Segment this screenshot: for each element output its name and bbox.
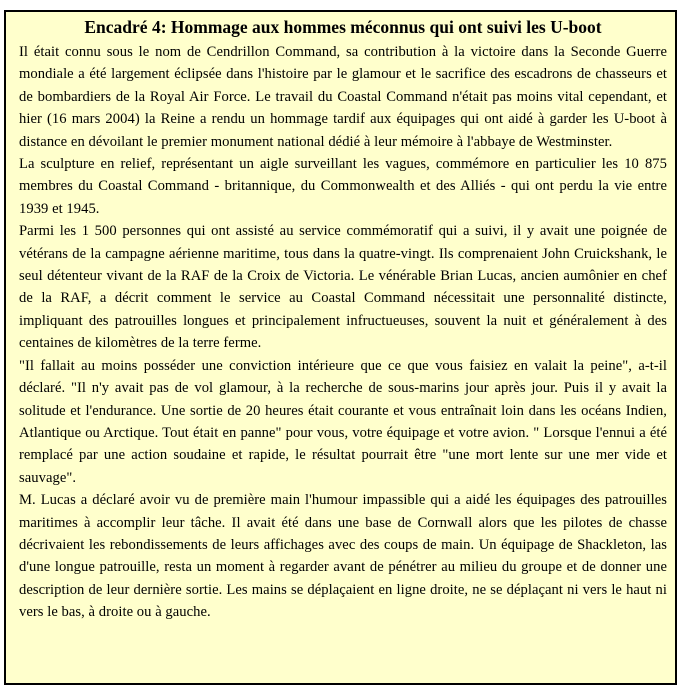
sidebar-box: [4, 10, 677, 685]
paragraph-2: La sculpture en relief, représentant un aigle surveillant les vagues, commémore en particulier les 10 875 membres du Coastal Command - britannique, du Commonwealth et des Alliés - qui ont perdu la vie entre 1939 et 1945.: [19, 156, 667, 217]
paragraph-1: Il était connu sous le nom de Cendrillon Command, sa contribution à la victoire dans la Seconde Guerre mondiale a été largement éclipsée dans l'histoire par le glamour et le sacrifice des escadrons de chasseurs et de bombardiers de la Royal Air Force. Le travail du Coastal Command n'était pas moins vital cependant, et hier (16 mars 2004) la Reine a rendu un hommage tardif aux équipages qui ont aidé à garder les U-boot à distance en dévoilant le premier monument national dédié à leur mémoire à l'abbaye de Westminster.: [19, 44, 667, 150]
paragraph-4: "Il fallait au moins posséder une conviction intérieure que ce que vous faisiez en valait la peine", a-t-il déclaré. "Il n'y avait pas de vol glamour, à la recherche de sous-marins jour après jour. Puis il y avait la solitude et l'endurance. Une sortie de 20 heures était courante et vous entraînait loin dans les océans Indien, Atlantique ou Arctique. Tout était en panne" pour vous, votre équipage et votre avion. " Lorsque l'ennui a été remplacé par une action soudaine et rapide, le résultat pourrait être "une mort lente sur une mer vide et sauvage".: [19, 357, 667, 486]
paragraph-5: M. Lucas a déclaré avoir vu de première main l'humour impassible qui a aidé les équipages des patrouilles maritimes à accomplir leur tâche. Il avait été dans une base de Cornwall alors que les pilotes de chasse décrivaient les rebondissements de leurs affichages avec des coups de main. Un équipage de Shackleton, las d'une longue patrouille, resta un moment à regarder avant de pénétrer au milieu du groupe et de donner une description de leur dernière sortie. Les mains se déplaçaient en ligne droite, ne se déplaçant ni vers le haut ni vers le bas, à droite ou à gauche.: [19, 492, 667, 621]
paragraph-3: Parmi les 1 500 personnes qui ont assisté au service commémoratif qui a suivi, il y avait une poignée de vétérans de la campagne aérienne maritime, tous dans la quatre-vingt. Ils comprenaient John Cruickshank, le seul détenteur vivant de la RAF de la Croix de Victoria. Le vénérable Brian Lucas, ancien aumônier en chef de la RAF, a décrit comment le service au Coastal Command nécessitait une personnalité distincte, impliquant des patrouilles longues et principalement infructueuses, souvent la nuit et généralement à des centaines de kilomètres de la terre ferme.: [19, 223, 667, 352]
box-title: Encadré 4: Hommage aux hommes méconnus qui ont suivi les U-boot: [84, 17, 602, 37]
